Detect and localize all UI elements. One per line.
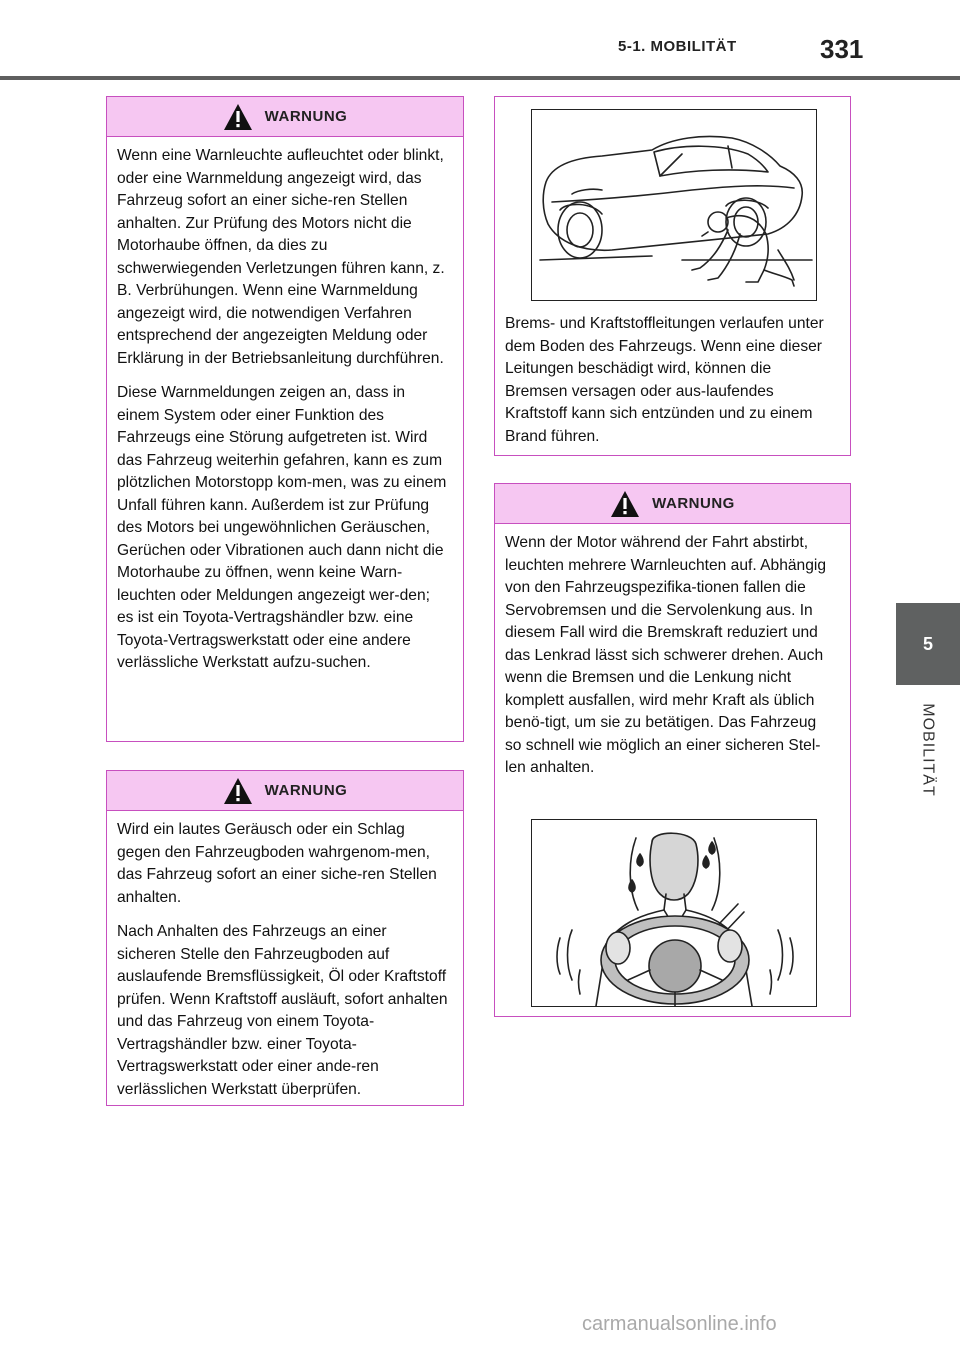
warning-header xyxy=(107,97,463,137)
warning-triangle-icon xyxy=(223,777,253,805)
warning-paragraph: Brems- und Kraftstoffleitungen verlaufen unter dem Boden des Fahrzeugs. Wenn eine dieser Leitungen beschädigt wird, können die Bremsen versagen oder aus-laufendes Kraftstoff kann sich entzünden und zu einem Brand führen. xyxy=(505,315,824,445)
warning-paragraph: Wenn eine Warnleuchte aufleuchtet oder blinkt, oder eine Warnmeldung angezeigt wird, das Fahrzeug sofort an einer siche-ren Stellen anhalten. Zur Prüfung des Motors nicht die Motorhaube öffnen, da dies zu schwerwiegenden Verletzungen führen kann, z. B. Verbrühungen. Wenn eine Warnmeldung angezeigt wird, die notwendigen Verfahren entsprechend der angezeigten Meldung oder Erklärung in der Betriebsanleitung durchführen. xyxy=(117,147,445,367)
page-number: 331 xyxy=(820,34,864,64)
warning-box-3 xyxy=(494,483,851,1017)
warning-header xyxy=(107,771,463,811)
chapter-tab[interactable] xyxy=(896,603,960,685)
warning-continued-box xyxy=(494,96,851,456)
warning-title: WARNUNG xyxy=(264,782,348,799)
warning-body xyxy=(495,524,850,790)
warning-body xyxy=(495,313,850,448)
warning-paragraph: Wird ein lautes Geräusch oder ein Schlag gegen den Fahrzeugboden wahrgenom-men, das Fahrzeug sofort an einer siche-ren Stellen anhalten. xyxy=(117,821,437,906)
warning-triangle-icon xyxy=(223,103,253,131)
chapter-label-text: MOBILITÄT xyxy=(920,703,938,797)
chapter-label xyxy=(896,690,960,810)
car-underbody-inspection-illustration xyxy=(531,109,817,301)
warning-triangle-icon xyxy=(610,490,640,518)
warning-paragraph: Wenn der Motor während der Fahrt abstirbt, leuchten mehrere Warnleuchten auf. Abhängig von den Fahrzeugspezifika-tionen fallen die Servobremsen und die Servolenkung aus. In diesem Fall wird die Bremskraft reduziert und das Lenkrad lässt sich schwerer drehen. Auch wenn die Bremsen und die Lenkung nicht komplett ausfallen, wird mehr Kraft als üblich benö-tigt, um sie zu betätigen. Das Fahrzeug so schnell wie möglich an einer sicheren Stel-len anhalten. xyxy=(505,534,827,776)
warning-box-1 xyxy=(106,96,464,742)
warning-paragraph: Nach Anhalten des Fahrzeugs an einer sicheren Stelle den Fahrzeugboden auf auslaufende Bremsflüssigkeit, Öl oder Kraftstoff prüfen. Wenn Kraftstoff ausläuft, sofort anhalten und das Fahrzeug von einem Toyota-Vertragshändler bzw. einer Toyota-Vertragswerkstatt oder einer ande-ren verlässlichen Werkstatt überprüfen. xyxy=(117,923,448,1098)
warning-header xyxy=(495,484,850,524)
header-divider xyxy=(0,76,960,80)
warning-title: WARNUNG xyxy=(264,108,348,125)
warning-body xyxy=(107,137,463,685)
section-title: 5-1. MOBILITÄT xyxy=(618,38,737,55)
warning-title: WARNUNG xyxy=(652,495,735,512)
watermark: carmanualsonline.info xyxy=(582,1313,777,1335)
warning-box-2 xyxy=(106,770,464,1106)
warning-paragraph: Diese Warnmeldungen zeigen an, dass in einem System oder einer Funktion des Fahrzeugs eine Störung aufgetreten ist. Wird das Fahrzeug weiterhin gefahren, kann es zum plötzlichen Motorstopp kom-men, was zu einem Unfall führen kann. Außerdem ist zur Prüfung des Motors bei ungewöhnlichen Geräuschen, Gerüchen oder Vibrationen auch dann nicht die Motorhaube zu öffnen, wenn keine Warn-leuchten oder Meldungen angezeigt wer-den; es ist ein Toyota-Vertragshändler bzw. eine Toyota-Vertragswerkstatt oder eine andere verlässliche Werkstatt aufzu-suchen. xyxy=(117,384,447,671)
warning-body xyxy=(107,811,463,1111)
driver-steering-wheel-illustration xyxy=(531,819,817,1007)
chapter-number: 5 xyxy=(922,633,933,654)
